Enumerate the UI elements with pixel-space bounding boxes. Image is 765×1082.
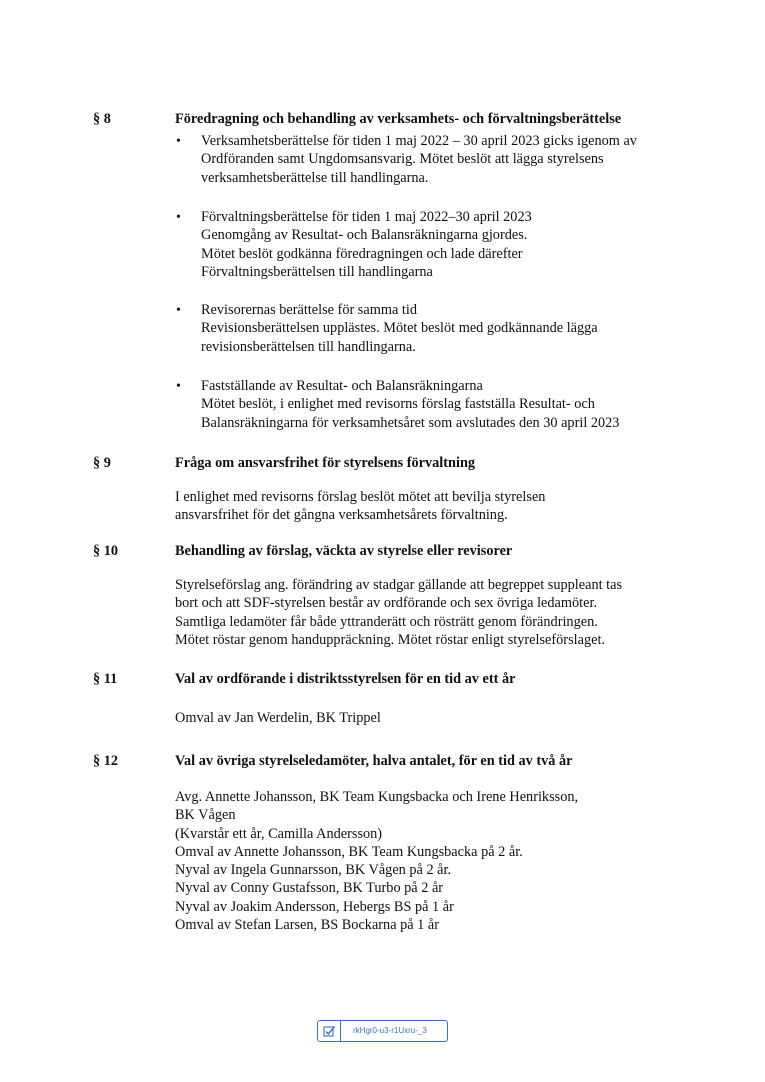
section-12-title: Val av övriga styrelseledamöter, halva antalet, för en tid av två år — [175, 753, 573, 769]
section-11-number: § 11 — [93, 671, 118, 687]
section-8-title: Föredragning och behandling av verksamhets- och förvaltningsberättelse — [175, 111, 622, 127]
section-9-number: § 9 — [93, 455, 111, 471]
section-8-bullet-4: Fastställande av Resultat- och Balansräkningarna Mötet beslöt, i enlighet med revisorns förslag fastställa Resultat- och Balansräkningarna för verksamhetsåret som avslutades den 30 april 2023 — [201, 378, 620, 431]
bullet-icon: • — [176, 303, 181, 318]
section-10-title: Behandling av förslag, väckta av styrelse eller revisorer — [175, 543, 513, 559]
section-11-title: Val av ordförande i distriktsstyrelsen för en tid av ett år — [175, 671, 516, 687]
section-11-body: Omval av Jan Werdelin, BK Trippel — [175, 710, 381, 726]
section-8-bullet-3: Revisorernas berättelse för samma tid Revisionsberättelsen upplästes. Mötet beslöt med godkännande lägga revisionsberättelsen till handlingarna. — [201, 302, 598, 355]
signature-stamp — [317, 1020, 448, 1042]
section-12-body: Avg. Annette Johansson, BK Team Kungsbacka och Irene Henriksson, BK Vågen (Kvarstår ett år, Camilla Andersson) Omval av Annette Johansson, BK Team Kungsbacka på 2 år. Nyval av Ingela Gunnarsson, BK Vågen på 2 år. Nyval av Conny Gustafsson, BK Turbo på 2 år Nyval av Joakim Andersson, Hebergs BS på 1 år Omval av Stefan Larsen, BS Bockarna på 1 år — [175, 789, 579, 934]
bullet-icon: • — [176, 134, 181, 149]
signature-check-icon — [318, 1021, 341, 1041]
section-10-number: § 10 — [93, 543, 119, 559]
section-10-body: Styrelseförslag ang. förändring av stadgar gällande att begreppet suppleant tas bort och att SDF-styrelsen består av ordförande och sex övriga ledamöter. Samtliga ledamöter får både yttranderätt och rösträtt genom förändringen. Mötet röstar genom handuppräckning. Mötet röstar enligt styrelseförslaget. — [175, 577, 623, 648]
section-12-number: § 12 — [93, 753, 119, 769]
bullet-icon: • — [176, 210, 181, 225]
signature-stamp-id: rkHgr0-u3-r1Uxru-_3 — [353, 1025, 427, 1035]
section-8-bullet-1: Verksamhetsberättelse för tiden 1 maj 2022 – 30 april 2023 gicks igenom av Ordföranden samt Ungdomsansvarig. Mötet beslöt att lägga styrelsens verksamhetsberättelse till handlingarna. — [201, 133, 637, 186]
section-9-body: I enlighet med revisorns förslag beslöt mötet att bevilja styrelsen ansvarsfrihet för det gångna verksamhetsårets förvaltning. — [175, 489, 546, 524]
bullet-icon: • — [176, 379, 181, 394]
section-9-title: Fråga om ansvarsfrihet för styrelsens förvaltning — [175, 455, 476, 471]
section-8-bullet-2: Förvaltningsberättelse för tiden 1 maj 2022–30 april 2023 Genomgång av Resultat- och Balansräkningarna gjordes. Mötet beslöt godkänna föredragningen och lade därefter Förvaltningsberättelsen till handlingarna — [201, 209, 532, 280]
section-8-number: § 8 — [93, 111, 111, 127]
